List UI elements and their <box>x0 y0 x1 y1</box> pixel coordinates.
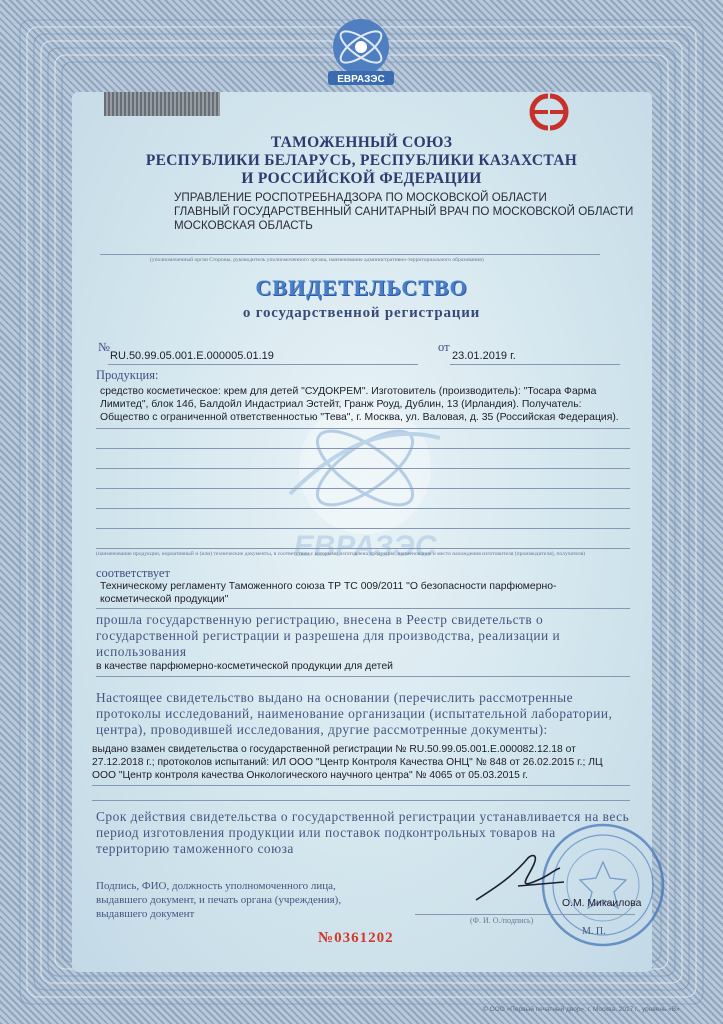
basis-value3: ООО "Центр контроля качества Онкологического научного центра" № 4065 от 05.03.2015 г. <box>92 770 529 781</box>
union-title-line1: ТАМОЖЕННЫЙ СОЮЗ <box>270 134 453 151</box>
product-underline1 <box>96 428 630 429</box>
conformity-line1: Техническому регламенту Таможенного союза ТР ТС 009/2011 "О безопасности парфюмерно- <box>100 581 557 592</box>
logo-text: ЕВРАЗЭС <box>337 74 385 85</box>
eurasec-logo-icon <box>320 17 402 87</box>
basis-line2: протоколы исследований, наименование организации (испытательной лаборатории, <box>96 706 613 721</box>
blurred-stamp-area <box>104 92 220 116</box>
conformity-label: соответствует <box>96 566 170 580</box>
registration-date: 23.01.2019 г. <box>452 350 516 362</box>
union-title-line2: РЕСПУБЛИКИ БЕЛАРУСЬ, РЕСПУБЛИКИ КАЗАХСТАН <box>145 152 578 169</box>
product-line2: Лимитед", блок 14б, Балдойл Индастриал Эстейт, Гранж Роуд, Дублин, 13 (Ирландия). Получатель: <box>100 399 582 410</box>
svg-text:ЕВРАЗЭС: ЕВРАЗЭС <box>293 530 437 563</box>
product-label: Продукция: <box>96 368 159 382</box>
union-title-line3: И РОССИЙСКОЙ ФЕДЕРАЦИИ <box>241 170 482 187</box>
serial-number: №0361202 <box>318 930 394 946</box>
number-label: № <box>98 340 110 354</box>
authority-line3: МОСКОВСКАЯ ОБЛАСТЬ <box>174 219 313 232</box>
product-underline3 <box>96 468 630 469</box>
product-caption: (наименование продукции, нормативный и (или) технические документы, в соответствии с которыми изготовлена продукция, наименование и место нахождения изготовителя (производителя), получателя) <box>96 551 586 557</box>
validity-line3: территорию таможенного союза <box>96 841 294 856</box>
registry-line3: использования <box>96 644 187 659</box>
product-line1: средство косметическое: крем для детей "СУДОКРЕМ". Изготовитель (производитель): "Тосара Фарма <box>100 386 597 397</box>
registry-line1: прошла государственную регистрацию, внесена в Реестр свидетельств о <box>96 612 544 627</box>
product-line3: Общество с ограниченной ответственностью "Тева", г. Москва, ул. Валовая, д. 35 (Российская Федерация). <box>100 412 619 423</box>
conformity-underline <box>96 608 630 609</box>
seal-label: М. П. <box>582 926 606 937</box>
date-underline <box>450 364 620 365</box>
number-underline <box>108 364 418 365</box>
basis-underline1 <box>92 785 630 786</box>
eurasec-watermark-icon <box>250 398 480 570</box>
registry-line2: государственной регистрации и разрешена для производства, реализации и <box>96 628 561 643</box>
product-underline5 <box>96 508 630 509</box>
signature-caption-line2: выдавшего документ, и печать органа (учреждения), <box>96 894 342 906</box>
validity-line1: Срок действия свидетельства о государственной регистрации устанавливается на весь <box>96 809 630 824</box>
certificate-title: СВИДЕТЕЛЬСТВО <box>255 275 468 300</box>
conformity-mark-icon <box>520 90 578 134</box>
registration-number: RU.50.99.05.001.Е.000005.01.19 <box>110 350 274 362</box>
usage-underline <box>96 676 630 677</box>
signatory-name: О.М. Микаилова <box>562 898 642 909</box>
product-underline7 <box>96 548 630 549</box>
conformity-line2: косметической продукции" <box>100 594 229 605</box>
validity-line2: период изготовления продукции или поставок подконтрольных товаров на <box>96 825 556 840</box>
basis-line1: Настоящее свидетельство выдано на основании (перечислить рассмотренные <box>96 690 574 705</box>
certificate-subtitle: о государственной регистрации <box>242 305 481 321</box>
authority-caption: (уполномоченный орган Стороны, руководитель уполномоченного органа, наименование административно-территориального образования) <box>150 257 484 263</box>
signatory-caption: (Ф. И. О./подпись) <box>470 916 534 925</box>
basis-underline2 <box>92 800 630 801</box>
date-label: от <box>438 340 450 354</box>
registry-usage: в качестве парфюмерно-косметической продукции для детей <box>96 661 393 672</box>
authority-line2: ГЛАВНЫЙ ГОСУДАРСТВЕННЫЙ САНИТАРНЫЙ ВРАЧ ПО МОСКОВСКОЙ ОБЛАСТИ <box>174 205 634 218</box>
authority-line1: УПРАВЛЕНИЕ РОСПОТРЕБНАДЗОРА ПО МОСКОВСКОЙ ОБЛАСТИ <box>174 191 547 204</box>
signature-caption-line1: Подпись, ФИО, должность уполномоченного лица, <box>96 880 336 892</box>
product-underline4 <box>96 488 630 489</box>
basis-value2: 27.12.2018 г.; протоколов испытаний: ИЛ ООО "Центр Контроля Качества ОНЦ" № 848 от 26.02.2015 г.; ЛЦ <box>92 757 603 768</box>
product-underline6 <box>96 528 630 529</box>
authority-underline <box>100 254 600 255</box>
basis-value1: выдано взамен свидетельства о государственной регистрации № RU.50.99.05.001.Е.000082.12.18 от <box>92 744 576 755</box>
product-underline2 <box>96 448 630 449</box>
basis-line3: центра), проводившей исследования, другие рассмотренные документы): <box>96 722 548 737</box>
signature-caption-line3: выдавшего документ <box>96 908 195 920</box>
printer-footer: © ООО «Первый печатный двор», г. Москва, 2017 г., уровень «В» <box>483 1006 680 1013</box>
signature-underline <box>415 914 635 915</box>
